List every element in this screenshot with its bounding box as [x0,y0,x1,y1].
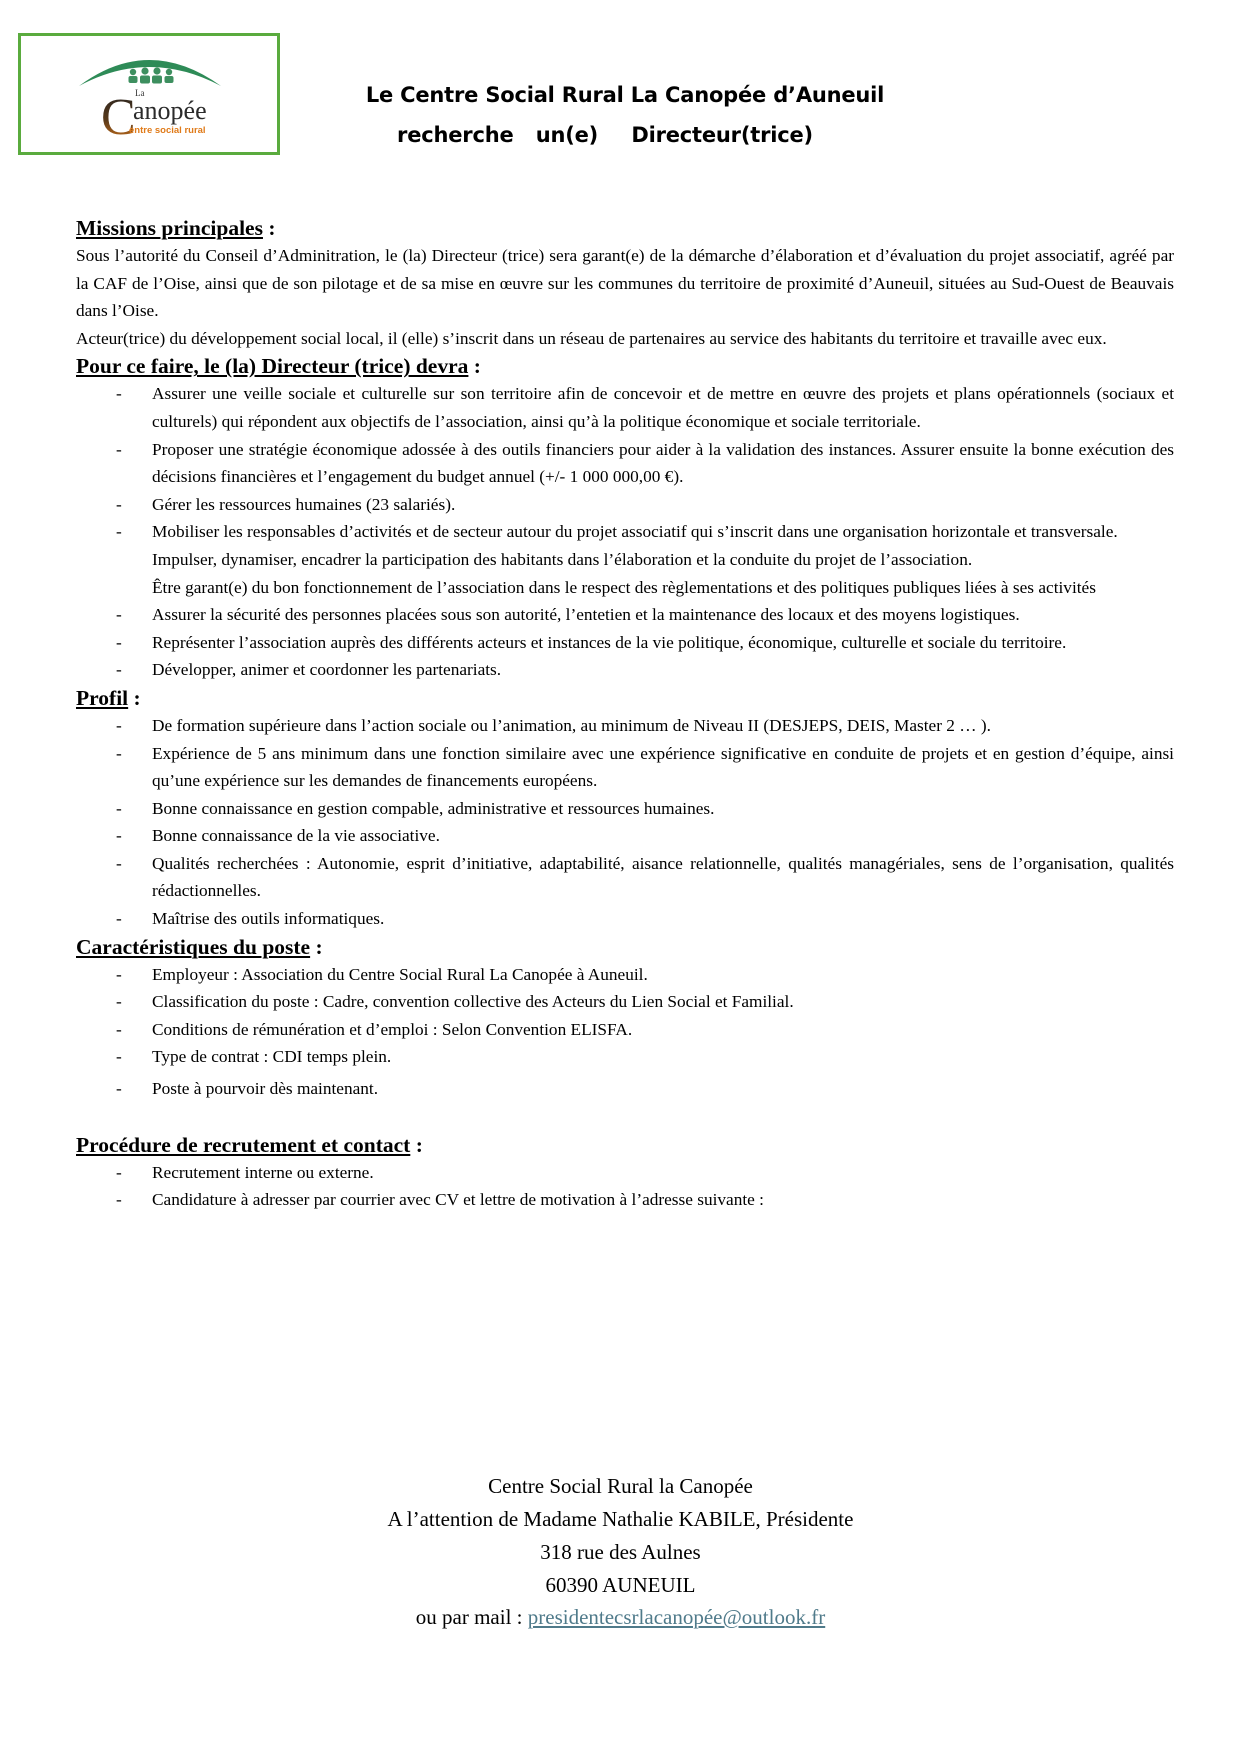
dash-bullet-icon: - [116,439,122,459]
dash-bullet-icon: - [116,494,122,514]
list-item: - Développer, animer et coordonner les partenariats. [76,656,1174,684]
svg-text:La: La [135,88,145,98]
dash-bullet-icon: - [116,660,122,680]
list-item: - Conditions de rémunération et d’emploi : Selon Convention ELISFA. [76,1016,1174,1044]
dash-bullet-icon: - [116,1190,122,1210]
dash-bullet-icon: - [116,1019,122,1039]
logo-box [18,33,280,155]
dash-bullet-icon: - [116,826,122,846]
list-item: - Représenter l’association auprès des différents acteurs et instances de la vie politique, économique, culturelle et sociale du territoire. [76,629,1174,657]
list-item: - Mobiliser les responsables d’activités et de secteur autour du projet associatif qui s’inscrit dans une organisation horizontale et transversale. [76,518,1174,546]
list-item: - Poste à pourvoir dès maintenant. [76,1075,1174,1103]
dash-bullet-icon: - [116,384,122,404]
procedure-list [76,1159,1174,1214]
dash-bullet-icon: - [116,992,122,1012]
list-item: - Expérience de 5 ans minimum dans une fonction similaire avec une expérience significative en conduite de projets et en gestion d’équipe, ainsi qu’une expérience sur les demandes de financements européens. [76,740,1174,795]
section-procedure-title: Procédure de recrutement et contact : [76,1132,423,1157]
job-description [76,216,1174,1214]
list-item: - Assurer une veille sociale et culturelle sur son territoire afin de concevoir et de mettre en œuvre des projets et plans opérationnels (sociaux et culturels) qui répondent aux objectifs de l’association, ainsi qu’à la politique économique et sociale territoriale. [76,380,1174,435]
profile-list [76,712,1174,933]
header-subtitle: recherche un(e) Directeur(trice) [397,123,813,147]
dash-bullet-icon: - [116,1162,122,1182]
address-line-attention: A l’attention de Madame Nathalie KABILE, Présidente [387,1507,854,1531]
list-item: - Type de contrat : CDI temps plein. [76,1043,1174,1071]
email-prefix: ou par mail : [415,1605,528,1629]
list-item-continuation: Impulser, dynamiser, encadrer la participation des habitants dans l’élaboration et la conduite du projet de l’association. [152,549,973,569]
list-item: - Recrutement interne ou externe. [76,1159,1174,1187]
missions-paragraph: Acteur(trice) du développement social local, il (elle) s’inscrit dans un réseau de partenaires au service des habitants du territoire et travaille avec eux. [76,328,1107,348]
dash-bullet-icon: - [116,964,122,984]
postal-address [0,1470,1241,1602]
canopee-logo-icon [71,46,231,146]
dash-bullet-icon: - [116,1047,122,1067]
dash-bullet-icon: - [116,909,122,929]
missions-paragraph: Sous l’autorité du Conseil d’Adminitration, le (la) Directeur (trice) sera garant(e) de la démarche d’élaboration et d’évaluation du projet associatif, agréé par la CAF de l’Oise, ainsi que de son pilotage et de sa mise en œuvre sur les communes du territoire de proximité d’Auneuil, situées au Sud-Ouest de Beauvais dans l’Oise. [76,246,1174,321]
address-line-city: 60390 AUNEUIL [545,1573,696,1597]
header-title: Le Centre Social Rural La Canopée d’Auneuil [365,83,885,107]
section-characteristics-title: Caractéristiques du poste : [76,934,323,959]
email-link[interactable]: presidentecsrlacanopée@outlook.fr [527,1605,826,1629]
address-line-street: 318 rue des Aulnes [540,1540,701,1564]
spacer [76,1103,1174,1131]
address-line-organisation: Centre Social Rural la Canopée [488,1474,753,1498]
svg-text:entre social rural: entre social rural [129,125,206,136]
dash-bullet-icon: - [116,853,122,873]
characteristics-list [76,961,1174,1103]
section-missions-title: Missions principales : [76,216,276,240]
list-item: - Gérer les ressources humaines (23 salariés). [76,491,1174,519]
list-item: - Classification du poste : Cadre, convention collective des Acteurs du Lien Social et Familial. [76,988,1174,1016]
list-item: - Proposer une stratégie économique adossée à des outils financiers pour aider à la validation des instances. Assurer ensuite la bonne exécution des décisions financières et l’engagement du budget annuel (+/- 1 000 000,00 €). [76,436,1174,491]
duties-list [76,380,1174,684]
list-item-continuation: Être garant(e) du bon fonctionnement de l’association dans le respect des règlementations et des politiques publiques liées à ses activités [152,577,1096,597]
dash-bullet-icon: - [116,522,122,542]
list-item: - Maîtrise des outils informatiques. [76,905,1174,933]
email-contact [0,1602,1241,1632]
svg-text:anopée: anopée [133,96,207,125]
list-item: - De formation supérieure dans l’action sociale ou l’animation, au minimum de Niveau II (DESJEPS, DEIS, Master 2 … ). [76,712,1174,740]
list-item: - Employeur : Association du Centre Social Rural La Canopée à Auneuil. [76,961,1174,989]
list-item: - Bonne connaissance en gestion compable, administrative et ressources humaines. [76,795,1174,823]
dash-bullet-icon: - [116,715,122,735]
dash-bullet-icon: - [116,798,122,818]
dash-bullet-icon: - [116,743,122,763]
dash-bullet-icon: - [116,605,122,625]
list-item: - Bonne connaissance de la vie associative. [76,822,1174,850]
list-item: - Assurer la sécurité des personnes placées sous son autorité, l’entetien et la maintenance des locaux et des moyens logistiques. [76,601,1174,629]
dash-bullet-icon: - [116,1079,122,1099]
list-item: - Qualités recherchées : Autonomie, esprit d’initiative, adaptabilité, aisance relationnelle, qualités managériales, sens de l’organisation, qualités rédactionnelles. [76,850,1174,905]
svg-text:C: C [101,89,136,146]
dash-bullet-icon: - [116,632,122,652]
section-profile-title: Profil : [76,685,141,710]
list-item: - Candidature à adresser par courrier avec CV et lettre de motivation à l’adresse suivante : [76,1186,1174,1214]
section-duties-title: Pour ce faire, le (la) Directeur (trice) devra : [76,354,481,379]
